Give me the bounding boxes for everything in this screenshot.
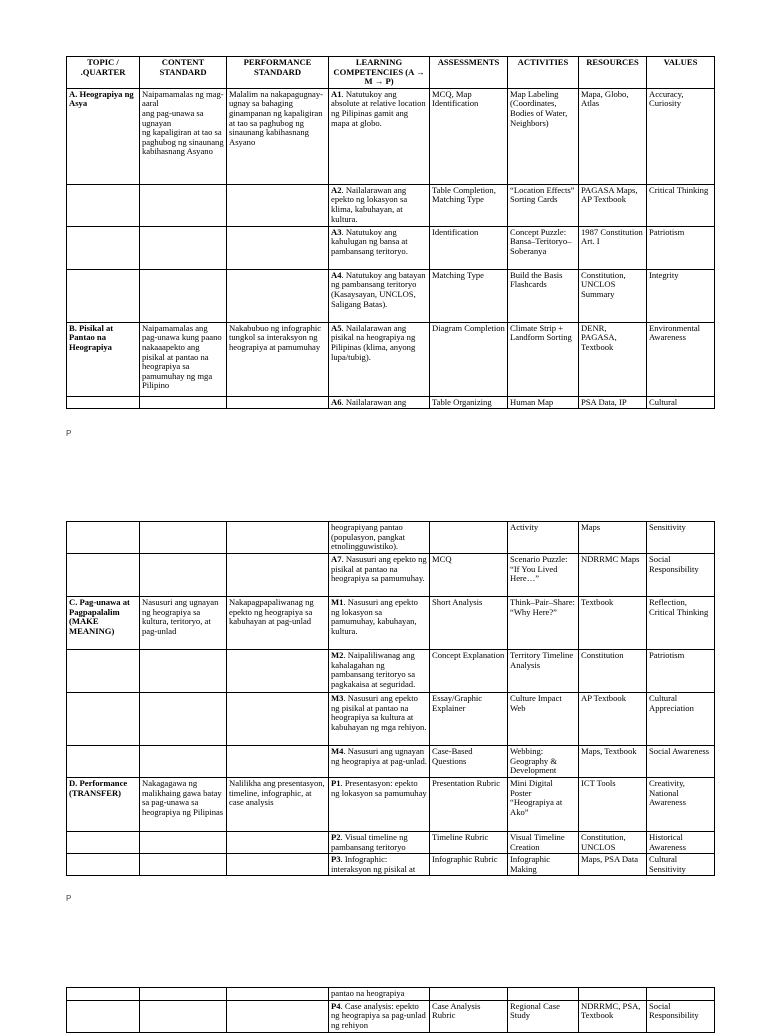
assessment-cell-text: Case Analysis Rubric (432, 1000, 481, 1021)
resources-cell-text: Maps (581, 522, 601, 532)
topic-cell (67, 746, 140, 778)
assessment-cell (430, 854, 508, 876)
table-row (67, 597, 715, 650)
values-cell-text: Social Responsibility (649, 554, 699, 574)
resources-cell-text: 1987 Constitution Art. I (581, 226, 643, 247)
resources-cell (579, 854, 647, 876)
performance-standard-cell-text: Nalilikha ang presentasyon, timeline, infographic, at case analysis (229, 778, 325, 808)
content-standard-cell (140, 650, 227, 693)
performance-standard-cell (227, 396, 329, 409)
competency-text: . Naipaliliwanag ang kahalagahan ng pambansang teritoryo sa pagkakaisa at seguridad. (331, 650, 416, 689)
competency-code: M2 (331, 650, 344, 660)
assessment-cell-text: Short Analysis (432, 597, 483, 607)
performance-standard-cell (227, 522, 329, 554)
competency-text: . Natutukoy ang kahulugan ng bansa at pambansang teritoryo. (331, 226, 408, 256)
competency-text: . Case analysis: epekto ng heograpiya sa pag-unlad ng rehiyon (331, 1000, 426, 1030)
resources-cell-text: PSA Data, IP (581, 396, 627, 407)
table-row (67, 693, 715, 746)
values-cell (647, 832, 715, 854)
table-row (67, 396, 715, 409)
activity-cell (508, 396, 579, 409)
resources-cell (579, 322, 647, 396)
resources-cell-text: PAGASA Maps, AP Textbook (581, 184, 638, 205)
header-values: VALUES (647, 57, 715, 89)
topic-cell (67, 1000, 140, 1032)
header-assessments: ASSESSMENTS (430, 57, 508, 89)
content-standard-cell (140, 832, 227, 854)
resources-cell-text: Constitution, UNCLOS (581, 832, 626, 852)
table-row (67, 554, 715, 597)
activity-cell (508, 693, 579, 746)
values-cell (647, 522, 715, 554)
activity-cell-text: Visual Timeline Creation (510, 832, 565, 852)
competency-text: . Infographic: interaksyon ng pisikal at (331, 854, 416, 874)
competency-code: A7 (331, 554, 342, 564)
performance-standard-cell (227, 746, 329, 778)
content-standard-cell (140, 746, 227, 778)
values-cell-text: Patriotism (649, 650, 685, 660)
competency-code: P1 (331, 778, 341, 788)
topic-cell (67, 650, 140, 693)
competency-text: . Natutukoy ang absolute at relative location ng Pilipinas gamit ang mapa at globo. (331, 88, 426, 128)
activity-cell (508, 854, 579, 876)
table-row (67, 1000, 715, 1032)
resources-cell (579, 746, 647, 778)
competency-cell (329, 522, 430, 554)
performance-standard-cell (227, 854, 329, 876)
curriculum-table-page-3 (66, 987, 715, 1033)
table-row (67, 854, 715, 876)
competency-cell (329, 597, 430, 650)
activity-cell-text: “Location Effects” Sorting Cards (510, 184, 575, 205)
resources-cell-text: Constitution (581, 650, 624, 660)
assessment-cell-text: Timeline Rubric (432, 832, 489, 842)
competency-cell (329, 854, 430, 876)
competency-code: A6 (331, 396, 342, 407)
topic-cell-text: B. Pisikal at Pantao na Heograpiya (69, 322, 114, 352)
topic-cell (67, 184, 140, 226)
values-cell-text: Cultural Appreciation (649, 693, 694, 713)
competency-text: . Natutukoy ang batayan ng pambansang teritoryo (Kasaysayan, UNCLOS, Saligang Batas). (331, 269, 426, 309)
resources-cell (579, 650, 647, 693)
assessment-cell-text: Infographic Rubric (432, 854, 498, 865)
topic-cell (67, 693, 140, 746)
content-standard-cell-text: Naipamamalas ng mag-aaral ang pag-unawa sa ugnayan ng kapaligiran at tao sa paghubog ng sinaunang kabihasnang Asyano (142, 88, 224, 157)
content-standard-cell (140, 693, 227, 746)
competency-text: . Nailalarawan ang epekto ng lokasyon sa klima, kabuhayan, at kultura. (331, 184, 408, 224)
values-cell (647, 554, 715, 597)
values-cell-text: Integrity (649, 269, 679, 280)
assessment-cell (430, 184, 508, 226)
activity-cell (508, 1000, 579, 1032)
content-standard-cell (140, 322, 227, 396)
assessment-cell (430, 226, 508, 269)
content-standard-cell (140, 554, 227, 597)
resources-cell (579, 988, 647, 1001)
values-cell (647, 184, 715, 226)
table-row (67, 226, 715, 269)
activity-cell (508, 184, 579, 226)
content-standard-cell (140, 522, 227, 554)
table-row (67, 650, 715, 693)
competency-cell (329, 396, 430, 409)
competency-cell (329, 832, 430, 854)
values-cell-text: Social Responsibility (649, 1000, 699, 1021)
activity-cell-text: Activity (510, 522, 539, 532)
assessment-cell-text: Case-Based Questions (432, 746, 473, 766)
activity-cell-text: Mini Digital Poster “Heograpiya at Ako” (510, 778, 563, 817)
competency-text: . Nailalarawan ang (341, 396, 407, 407)
activity-cell (508, 522, 579, 554)
content-standard-cell (140, 396, 227, 409)
competency-text: . Visual timeline ng pambansang teritoryo (331, 832, 408, 852)
assessment-cell (430, 746, 508, 778)
activity-cell-text: Think–Pair–Share: “Why Here?” (510, 597, 575, 617)
values-cell (647, 597, 715, 650)
activity-cell (508, 650, 579, 693)
competency-cell (329, 322, 430, 396)
values-cell (647, 746, 715, 778)
assessment-cell (430, 650, 508, 693)
competency-code: A2 (331, 184, 342, 195)
page-marker: P (66, 429, 72, 438)
resources-cell (579, 226, 647, 269)
content-standard-cell (140, 226, 227, 269)
competency-cell (329, 184, 430, 226)
resources-cell (579, 522, 647, 554)
header-content-standard: CONTENT STANDARD (140, 57, 227, 89)
assessment-cell (430, 88, 508, 184)
activity-cell-text: Climate Strip + Landform Sorting (510, 322, 572, 343)
competency-code: M3 (331, 693, 344, 703)
assessment-cell-text: MCQ (432, 554, 452, 564)
activity-cell-text: Build the Basis Flashcards (510, 269, 563, 290)
activity-cell-text: Culture Impact Web (510, 693, 562, 713)
activity-cell (508, 778, 579, 832)
assessment-cell (430, 269, 508, 322)
resources-cell-text: Mapa, Globo, Atlas (581, 88, 629, 109)
topic-cell-text: D. Performance (TRANSFER) (69, 778, 128, 798)
competency-text: . Nailalarawan ang pisikal na heograpiya ng Pilipinas (klima, anyong lupa/tubig). (331, 322, 416, 362)
values-cell (647, 269, 715, 322)
performance-standard-cell (227, 554, 329, 597)
table-row (67, 778, 715, 832)
curriculum-table-page-1 (66, 56, 715, 409)
performance-standard-cell (227, 88, 329, 184)
resources-cell (579, 597, 647, 650)
competency-code: P3 (331, 854, 341, 865)
competency-cell (329, 693, 430, 746)
activity-cell (508, 226, 579, 269)
topic-cell (67, 396, 140, 409)
assessment-cell-text: Table Organizing (432, 396, 492, 407)
assessment-cell-text: Diagram Completion (432, 322, 505, 333)
resources-cell-text: Constitution, UNCLOS Summary (581, 269, 626, 299)
resources-cell-text: Textbook (581, 597, 614, 607)
content-standard-cell (140, 597, 227, 650)
values-cell-text: Environmental Awareness (649, 322, 701, 343)
content-standard-cell (140, 269, 227, 322)
topic-cell (67, 554, 140, 597)
values-cell-text: Social Awareness (649, 746, 710, 756)
assessment-cell (430, 322, 508, 396)
performance-standard-cell-text: Nakabubuo ng infographic tungkol sa interaksyon ng heograpiya at pamumuhay (229, 322, 322, 352)
values-cell (647, 778, 715, 832)
values-cell-text: Accuracy, Curiosity (649, 88, 684, 109)
table-row (67, 88, 715, 184)
values-cell-text: Cultural Sensitivity (649, 854, 686, 874)
content-standard-cell (140, 184, 227, 226)
assessment-cell (430, 522, 508, 554)
resources-cell (579, 184, 647, 226)
activity-cell-text: Territory Timeline Analysis (510, 650, 574, 670)
resources-cell-text: DENR, PAGASA, Textbook (581, 322, 617, 352)
resources-cell-text: NDRRMC, PSA, Textbook (581, 1000, 641, 1021)
curriculum-table-page-2 (66, 521, 715, 876)
resources-cell-text: Maps, Textbook (581, 746, 637, 756)
assessment-cell (430, 778, 508, 832)
competency-cell (329, 269, 430, 322)
values-cell-text: Historical Awareness (649, 832, 686, 852)
activity-cell (508, 88, 579, 184)
performance-standard-cell-text: Nakapagpapaliwanag ng epekto ng heograpiya sa kabuhayan at pag-unlad (229, 597, 314, 627)
topic-cell (67, 597, 140, 650)
competency-cell (329, 226, 430, 269)
competency-cell (329, 988, 430, 1001)
resources-cell-text: AP Textbook (581, 693, 626, 703)
content-standard-cell-text: Nasusuri ang ugnayan ng heograpiya sa kultura, teritoryo, at pag-unlad (142, 597, 219, 636)
values-cell-text: Reflection, Critical Thinking (649, 597, 709, 617)
table-header-row (67, 57, 715, 89)
topic-cell (67, 88, 140, 184)
table-row (67, 522, 715, 554)
performance-standard-cell (227, 184, 329, 226)
assessment-cell-text: Identification (432, 226, 479, 237)
competency-code: P4 (331, 1000, 341, 1011)
topic-cell (67, 322, 140, 396)
values-cell (647, 650, 715, 693)
competency-text: . Presentasyon: epekto ng lokasyon sa pamumuhay (331, 778, 427, 798)
resources-cell-text: NDRRMC Maps (581, 554, 640, 564)
assessment-cell-text: Essay/Graphic Explainer (432, 693, 483, 713)
topic-cell (67, 226, 140, 269)
performance-standard-cell (227, 832, 329, 854)
activity-cell (508, 832, 579, 854)
activity-cell-text: Regional Case Study (510, 1000, 560, 1021)
resources-cell (579, 396, 647, 409)
table-row (67, 988, 715, 1001)
performance-standard-cell (227, 693, 329, 746)
assessment-cell (430, 1000, 508, 1032)
activity-cell-text: Scenario Puzzle: “If You Lived Here…” (510, 554, 568, 584)
competency-text: . Nasusuri ang ugnayan ng heograpiya at pag-unlad. (331, 746, 427, 766)
content-standard-cell-text: Naipamamalas ang pag-unawa kung paano nakaaapekto ang pisikal at pantao na heograpiya sa pamumuhay ng mga Pilipino (142, 322, 222, 391)
competency-text: . Nasusuri ang epekto ng pisikal at pantao na heograpiya sa kultura at kabuhayan ng mga rehiyon. (331, 693, 427, 732)
assessment-cell-text: Matching Type (432, 269, 484, 280)
table-row (67, 184, 715, 226)
page-marker: P (66, 894, 72, 903)
activity-cell (508, 746, 579, 778)
activity-cell-text: Infographic Making (510, 854, 551, 874)
topic-cell (67, 269, 140, 322)
assessment-cell (430, 554, 508, 597)
competency-cell (329, 746, 430, 778)
values-cell-text: Cultural (649, 396, 678, 407)
competency-code: A1 (331, 88, 342, 99)
competency-text: . Nasusuri ang epekto ng pisikal at pantao na heograpiya sa pamumuhay. (331, 554, 427, 584)
competency-cell (329, 1000, 430, 1032)
topic-cell (67, 832, 140, 854)
values-cell-text: Critical Thinking (649, 184, 709, 195)
competency-text: . Nasusuri ang epekto ng lokasyon sa pamumuhay, kabuhayan, kultura. (331, 597, 418, 636)
table-row (67, 269, 715, 322)
performance-standard-cell (227, 226, 329, 269)
competency-text: heograpiyang pantao (populasyon, pangkat etnolingguwistiko). (331, 522, 405, 552)
content-standard-cell (140, 88, 227, 184)
performance-standard-cell (227, 1000, 329, 1032)
values-cell-text: Sensitivity (649, 522, 686, 532)
values-cell-text: Creativity, National Awareness (649, 778, 686, 808)
values-cell (647, 322, 715, 396)
values-cell (647, 988, 715, 1001)
table-row (67, 322, 715, 396)
content-standard-cell (140, 778, 227, 832)
resources-cell (579, 693, 647, 746)
resources-cell (579, 88, 647, 184)
header-activities: ACTIVITIES (508, 57, 579, 89)
activity-cell (508, 269, 579, 322)
activity-cell-text: Concept Puzzle: Bansa–Teritoryo–Soberanya (510, 226, 572, 256)
competency-text: pantao na heograpiya (331, 988, 405, 998)
assessment-cell (430, 597, 508, 650)
topic-cell (67, 854, 140, 876)
assessment-cell (430, 396, 508, 409)
assessment-cell-text: MCQ, Map Identification (432, 88, 479, 109)
assessment-cell (430, 832, 508, 854)
competency-code: A3 (331, 226, 342, 237)
header-performance-standard: PERFORMANCE STANDARD (227, 57, 329, 89)
resources-cell (579, 554, 647, 597)
values-cell (647, 226, 715, 269)
resources-cell-text: ICT Tools (581, 778, 616, 788)
resources-cell (579, 269, 647, 322)
competency-cell (329, 88, 430, 184)
competency-cell (329, 650, 430, 693)
assessment-cell (430, 693, 508, 746)
assessment-cell (430, 988, 508, 1001)
activity-cell (508, 597, 579, 650)
content-standard-cell (140, 1000, 227, 1032)
values-cell (647, 1000, 715, 1032)
competency-code: A4 (331, 269, 342, 280)
values-cell (647, 854, 715, 876)
performance-standard-cell (227, 650, 329, 693)
values-cell (647, 396, 715, 409)
content-standard-cell-text: Nakagagawa ng malikhaing gawa batay sa pag-unawa sa heograpiya ng Pilipinas (142, 778, 224, 817)
performance-standard-cell (227, 322, 329, 396)
competency-cell (329, 554, 430, 597)
topic-cell-text: C. Pag-unawa at Pagpapalalim (MAKE MEANING) (69, 597, 130, 636)
header-learning-competencies: LEARNING COMPETENCIES (A → M → P) (329, 57, 430, 89)
activity-cell (508, 988, 579, 1001)
competency-code: A5 (331, 322, 342, 333)
content-standard-cell (140, 854, 227, 876)
values-cell-text: Patriotism (649, 226, 685, 237)
activity-cell-text: Map Labeling (Coordinates, Bodies of Water, Neighbors) (510, 88, 568, 128)
resources-cell (579, 832, 647, 854)
header-topic: TOPIC / .QUARTER (67, 57, 140, 89)
values-cell (647, 88, 715, 184)
header-resources: RESOURCES (579, 57, 647, 89)
table-row (67, 832, 715, 854)
activity-cell (508, 554, 579, 597)
content-standard-cell (140, 988, 227, 1001)
performance-standard-cell (227, 597, 329, 650)
topic-cell (67, 778, 140, 832)
activity-cell (508, 322, 579, 396)
performance-standard-cell-text: Malalim na nakapagugnay-ugnay sa bahaging ginampanan ng kapaligiran at tao sa paghubog ng sinaunang kabihasnang Asyano (229, 88, 324, 147)
resources-cell (579, 1000, 647, 1032)
competency-code: M4 (331, 746, 344, 756)
activity-cell-text: Webbing: Geography & Development (510, 746, 558, 776)
resources-cell (579, 778, 647, 832)
resources-cell-text: Maps, PSA Data (581, 854, 639, 865)
competency-cell (329, 778, 430, 832)
topic-cell (67, 522, 140, 554)
competency-code: M1 (331, 597, 344, 607)
assessment-cell-text: Table Completion, Matching Type (432, 184, 496, 205)
table-row (67, 746, 715, 778)
topic-cell (67, 988, 140, 1001)
topic-cell-text: A. Heograpiya ng Asya (69, 88, 134, 109)
performance-standard-cell (227, 269, 329, 322)
assessment-cell-text: Concept Explanation (432, 650, 505, 660)
performance-standard-cell (227, 988, 329, 1001)
performance-standard-cell (227, 778, 329, 832)
competency-code: P2 (331, 832, 341, 842)
assessment-cell-text: Presentation Rubric (432, 778, 501, 788)
activity-cell-text: Human Map (510, 396, 554, 407)
values-cell (647, 693, 715, 746)
